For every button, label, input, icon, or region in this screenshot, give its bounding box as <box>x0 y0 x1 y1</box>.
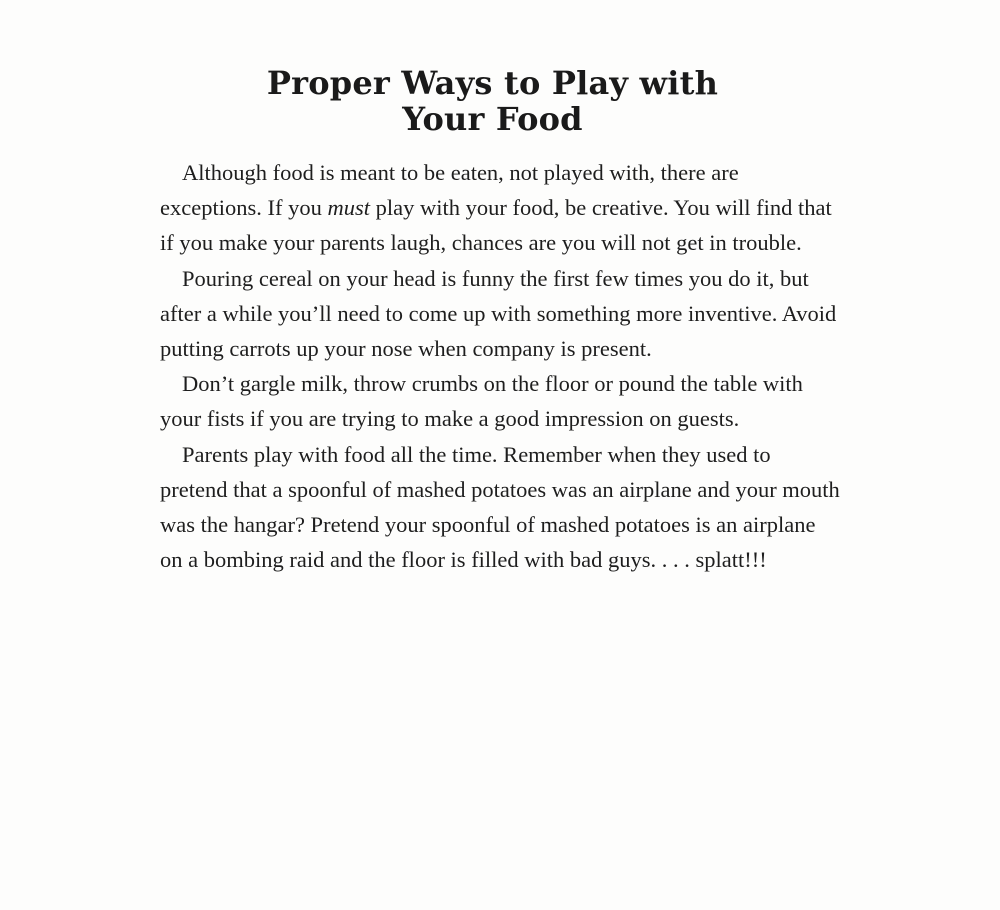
paragraph-3: Don’t gargle milk, throw crumbs on the floor or pound the table with your fists if you are trying to make a good impression on guests. <box>160 371 803 432</box>
title-line-2: Your Food <box>402 100 583 139</box>
paragraph-1 <box>160 155 840 261</box>
paragraph-2: Pouring cereal on your head is funny the first few times you do it, but after a while you’ll need to come up with something more inventive. Avoid putting carrots up your nose when company is present. <box>160 265 837 362</box>
title-line-1: Proper Ways to Play with <box>266 64 719 103</box>
page-title <box>160 65 825 137</box>
paragraph-4: Parents play with food all the time. Remember when they used to pretend that a spoonful of mashed potatoes was an airplane and your mouth was the hangar? Pretend your spoonful of mashed potatoes is an airplane on a bombing raid and the floor is filled with bad guys. . . . splatt!!! <box>160 441 840 573</box>
paragraph-1-text-a: Although food is meant to be eaten, not played with, there are exceptions. If you <box>160 160 739 221</box>
article-body <box>160 155 840 577</box>
paragraph-1-text-b: play with your food, be creative. You will find that if you make your parents laugh, chances are you will not get in trouble. <box>160 195 832 256</box>
paragraph-1-emphasis: must <box>327 195 370 221</box>
